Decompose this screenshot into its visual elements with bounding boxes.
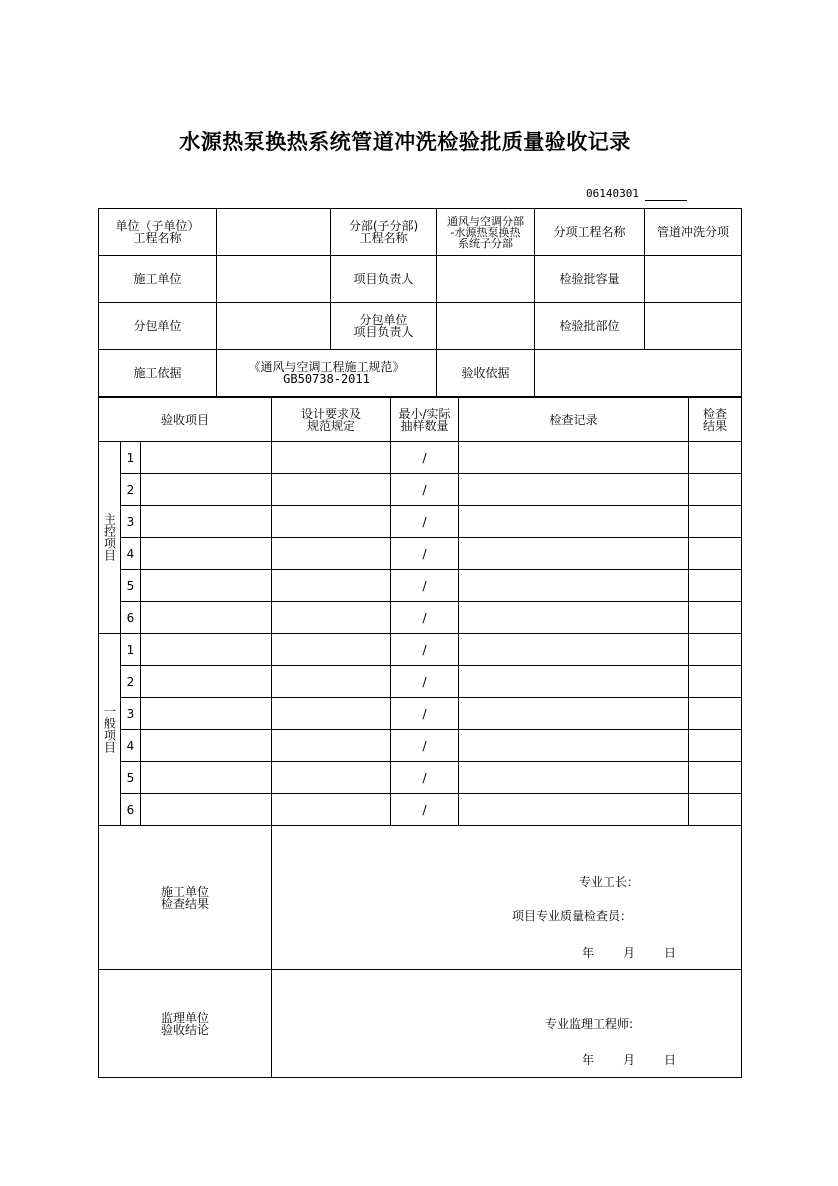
row-no: 6 <box>121 602 141 634</box>
result-cell[interactable] <box>689 730 742 762</box>
item-cell[interactable] <box>141 570 272 602</box>
design-cell[interactable] <box>272 570 391 602</box>
contractor-label: 施工单位 <box>99 256 217 303</box>
record-cell[interactable] <box>459 538 689 570</box>
sample-cell[interactable]: / <box>391 538 459 570</box>
basis-label: 施工依据 <box>99 350 217 397</box>
result-cell[interactable] <box>689 666 742 698</box>
item-cell[interactable] <box>141 666 272 698</box>
page-title: 水源热泵换热系统管道冲洗检验批质量验收记录 <box>179 129 631 154</box>
item-cell[interactable] <box>141 602 272 634</box>
result-cell[interactable] <box>689 762 742 794</box>
item-cell[interactable] <box>141 698 272 730</box>
design-cell[interactable] <box>272 602 391 634</box>
result-cell[interactable] <box>689 634 742 666</box>
design-cell[interactable] <box>272 794 391 826</box>
sample-cell[interactable]: / <box>391 570 459 602</box>
result-cell[interactable] <box>689 794 742 826</box>
inspector-label: 项目专业质量检查员： <box>512 909 633 923</box>
capacity-field[interactable] <box>645 256 742 303</box>
capacity-label: 检验批容量 <box>535 256 645 303</box>
supervisor-month: 月 <box>623 1053 636 1067</box>
items-table <box>98 397 742 1078</box>
branch-name-label: 分部(子分部) 工程名称 <box>331 209 437 256</box>
record-cell[interactable] <box>459 794 689 826</box>
col-result-header: 检查 结果 <box>689 398 742 442</box>
sub-pm-label: 分包单位 项目负责人 <box>331 303 437 350</box>
foreman-label: 专业工长： <box>579 875 640 889</box>
item-cell[interactable] <box>141 474 272 506</box>
design-cell[interactable] <box>272 762 391 794</box>
record-cell[interactable] <box>459 634 689 666</box>
row-no: 4 <box>121 538 141 570</box>
col-sample-header: 最小/实际 抽样数量 <box>391 398 459 442</box>
contractor-check-label: 施工单位 检查结果 <box>99 826 272 970</box>
design-cell[interactable] <box>272 442 391 474</box>
pm-field[interactable] <box>437 256 535 303</box>
result-cell[interactable] <box>689 602 742 634</box>
item-cell[interactable] <box>141 730 272 762</box>
result-cell[interactable] <box>689 474 742 506</box>
supervisor-check-label: 监理单位 验收结论 <box>99 970 272 1078</box>
record-cell[interactable] <box>459 666 689 698</box>
branch-name-value[interactable]: 通风与空调分部 -水源热泵换热 系统子分部 <box>437 209 535 256</box>
pm-label: 项目负责人 <box>331 256 437 303</box>
result-cell[interactable] <box>689 570 742 602</box>
result-cell[interactable] <box>689 698 742 730</box>
group-general-label: 一般项目 <box>99 634 121 826</box>
record-cell[interactable] <box>459 730 689 762</box>
record-cell[interactable] <box>459 762 689 794</box>
design-cell[interactable] <box>272 634 391 666</box>
location-label: 检验批部位 <box>535 303 645 350</box>
design-cell[interactable] <box>272 698 391 730</box>
sample-cell[interactable]: / <box>391 762 459 794</box>
record-cell[interactable] <box>459 570 689 602</box>
sample-cell[interactable]: / <box>391 730 459 762</box>
accept-basis-field[interactable] <box>535 350 742 397</box>
row-no: 1 <box>121 442 141 474</box>
sample-cell[interactable]: / <box>391 474 459 506</box>
item-cell[interactable] <box>141 762 272 794</box>
design-cell[interactable] <box>272 666 391 698</box>
sample-cell[interactable]: / <box>391 506 459 538</box>
unit-name-label: 单位（子单位） 工程名称 <box>99 209 217 256</box>
subcontractor-field[interactable] <box>217 303 331 350</box>
contractor-field[interactable] <box>217 256 331 303</box>
item-cell[interactable] <box>141 538 272 570</box>
header-table <box>98 208 742 397</box>
row-no: 5 <box>121 762 141 794</box>
supervisor-day: 日 <box>664 1053 677 1067</box>
record-cell[interactable] <box>459 474 689 506</box>
record-cell[interactable] <box>459 602 689 634</box>
group-main-label: 主控项目 <box>99 442 121 634</box>
row-no: 6 <box>121 794 141 826</box>
design-cell[interactable] <box>272 474 391 506</box>
sample-cell[interactable]: / <box>391 666 459 698</box>
item-cell[interactable] <box>141 794 272 826</box>
supervisor-year: 年 <box>582 1053 595 1067</box>
row-no: 3 <box>121 698 141 730</box>
col-record-header: 检查记录 <box>459 398 689 442</box>
accept-basis-label: 验收依据 <box>437 350 535 397</box>
row-no: 4 <box>121 730 141 762</box>
sample-cell[interactable]: / <box>391 634 459 666</box>
record-cell[interactable] <box>459 698 689 730</box>
row-no: 2 <box>121 474 141 506</box>
col-item-header: 验收项目 <box>99 398 272 442</box>
sample-cell[interactable]: / <box>391 698 459 730</box>
sub-pm-field[interactable] <box>437 303 535 350</box>
code-underline <box>645 200 687 201</box>
contractor-day: 日 <box>664 946 677 960</box>
sample-cell[interactable]: / <box>391 602 459 634</box>
item-cell[interactable] <box>141 634 272 666</box>
item-name-value[interactable]: 管道冲洗分项 <box>645 209 742 256</box>
col-design-header: 设计要求及 规范规定 <box>272 398 391 442</box>
result-cell[interactable] <box>689 442 742 474</box>
basis-value[interactable]: 《通风与空调工程施工规范》 GB50738-2011 <box>217 350 437 397</box>
record-cell[interactable] <box>459 442 689 474</box>
unit-name-field[interactable] <box>217 209 331 256</box>
item-cell[interactable] <box>141 506 272 538</box>
row-no: 3 <box>121 506 141 538</box>
result-cell[interactable] <box>689 538 742 570</box>
location-field[interactable] <box>645 303 742 350</box>
row-no: 2 <box>121 666 141 698</box>
design-cell[interactable] <box>272 506 391 538</box>
design-cell[interactable] <box>272 730 391 762</box>
row-no: 1 <box>121 634 141 666</box>
item-cell[interactable] <box>141 442 272 474</box>
sample-cell[interactable]: / <box>391 442 459 474</box>
result-cell[interactable] <box>689 506 742 538</box>
sample-cell[interactable]: / <box>391 794 459 826</box>
item-name-label: 分项工程名称 <box>535 209 645 256</box>
record-cell[interactable] <box>459 506 689 538</box>
contractor-month: 月 <box>623 946 636 960</box>
design-cell[interactable] <box>272 538 391 570</box>
subcontractor-label: 分包单位 <box>99 303 217 350</box>
form-code: 06140301 <box>586 187 639 200</box>
engineer-label: 专业监理工程师: <box>545 1017 634 1031</box>
contractor-year: 年 <box>582 946 595 960</box>
row-no: 5 <box>121 570 141 602</box>
